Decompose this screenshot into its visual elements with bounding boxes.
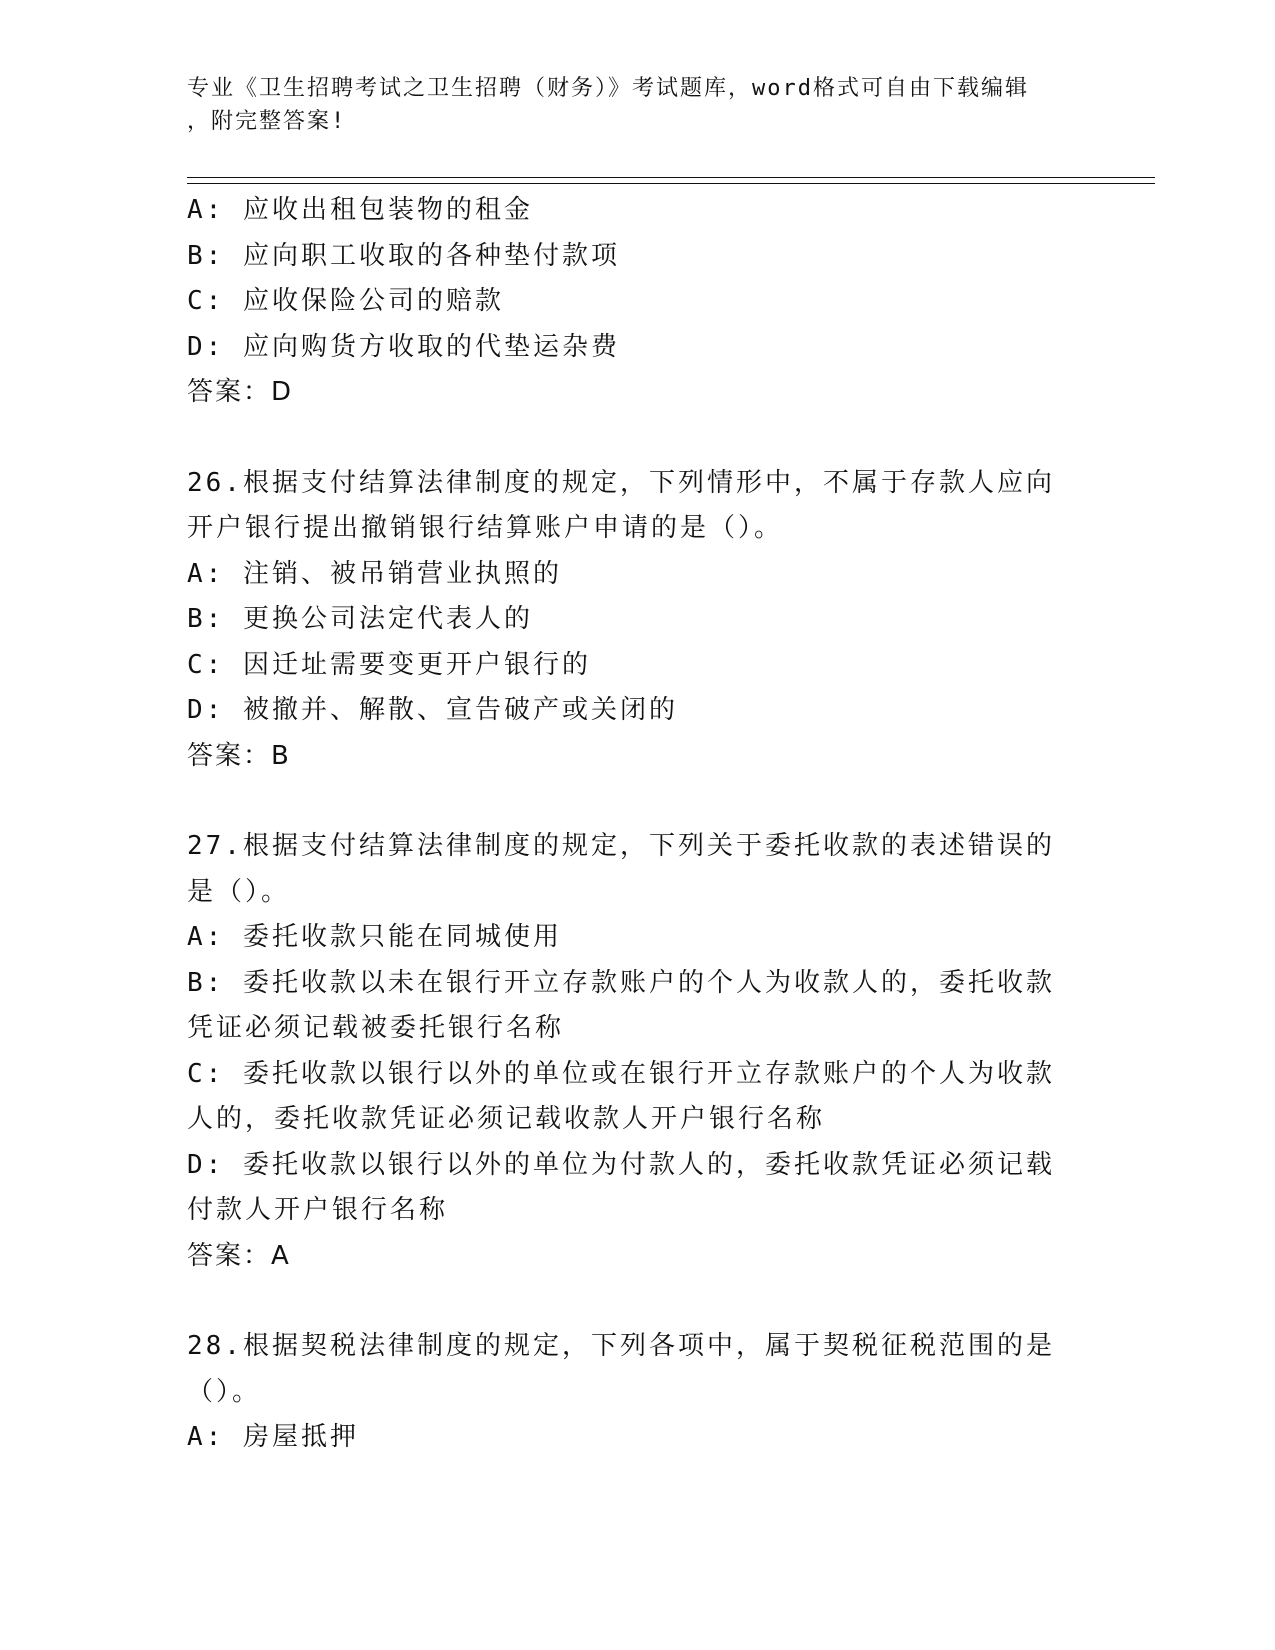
q28-option-a: A: 房屋抵押 — [187, 1422, 359, 1452]
q25-answer: 答案：D — [187, 377, 294, 407]
header-divider-top — [187, 177, 1155, 178]
q27-stem: 27.根据支付结算法律制度的规定，下列关于委托收款的表述错误的是（）。 — [187, 831, 1055, 907]
q26-option-d: D: 被撤并、解散、宣告破产或关闭的 — [187, 695, 678, 725]
q26-answer: 答案：B — [187, 740, 291, 771]
q25-option-d: D: 应向购货方收取的代垫运杂费 — [187, 331, 620, 362]
header-line-1: 专业《卫生招聘考试之卫生招聘（财务）》考试题库，word格式可自由下载编辑 — [187, 76, 1029, 101]
spacer — [187, 416, 1082, 461]
question-28-block — [187, 1324, 1082, 1461]
question-27-block — [187, 824, 1082, 1279]
question-content — [187, 188, 1082, 1461]
q26-stem: 26.根据支付结算法律制度的规定，下列情形中，不属于存款人应向开户银行提出撤销银行结算账户申请的是（）。 — [187, 467, 1055, 543]
q27-option-a: A: 委托收款只能在同城使用 — [187, 922, 562, 952]
q25-option-b: B: 应向职工收取的各种垫付款项 — [187, 240, 620, 271]
q26-option-a: A: 注销、被吊销营业执照的 — [187, 558, 562, 589]
q28-stem: 28.根据契税法律制度的规定，下列各项中，属于契税征税范围的是（）。 — [187, 1331, 1055, 1407]
q27-option-d: D: 委托收款以银行以外的单位为付款人的，委托收款凭证必须记载付款人开户银行名称 — [187, 1149, 1055, 1225]
header-divider-bottom — [187, 183, 1155, 184]
spacer — [187, 779, 1082, 824]
q25-option-c: C: 应收保险公司的赔款 — [187, 286, 504, 316]
q26-option-c: C: 因迁址需要变更开户银行的 — [187, 649, 591, 680]
header-line-2: ，附完整答案! — [187, 109, 347, 134]
document-header — [187, 72, 1067, 138]
q27-answer: 答案：A — [187, 1240, 291, 1271]
q26-option-b: B: 更换公司法定代表人的 — [187, 604, 533, 634]
q27-option-b: B: 委托收款以未在银行开立存款账户的个人为收款人的，委托收款凭证必须记载被委托银行名称 — [187, 967, 1055, 1043]
q27-option-c: C: 委托收款以银行以外的单位或在银行开立存款账户的个人为收款人的，委托收款凭证必须记载收款人开户银行名称 — [187, 1058, 1055, 1134]
question-26-block — [187, 461, 1082, 780]
q25-option-a: A: 应收出租包装物的租金 — [187, 195, 533, 225]
question-25-block — [187, 188, 1082, 416]
spacer — [187, 1279, 1082, 1324]
